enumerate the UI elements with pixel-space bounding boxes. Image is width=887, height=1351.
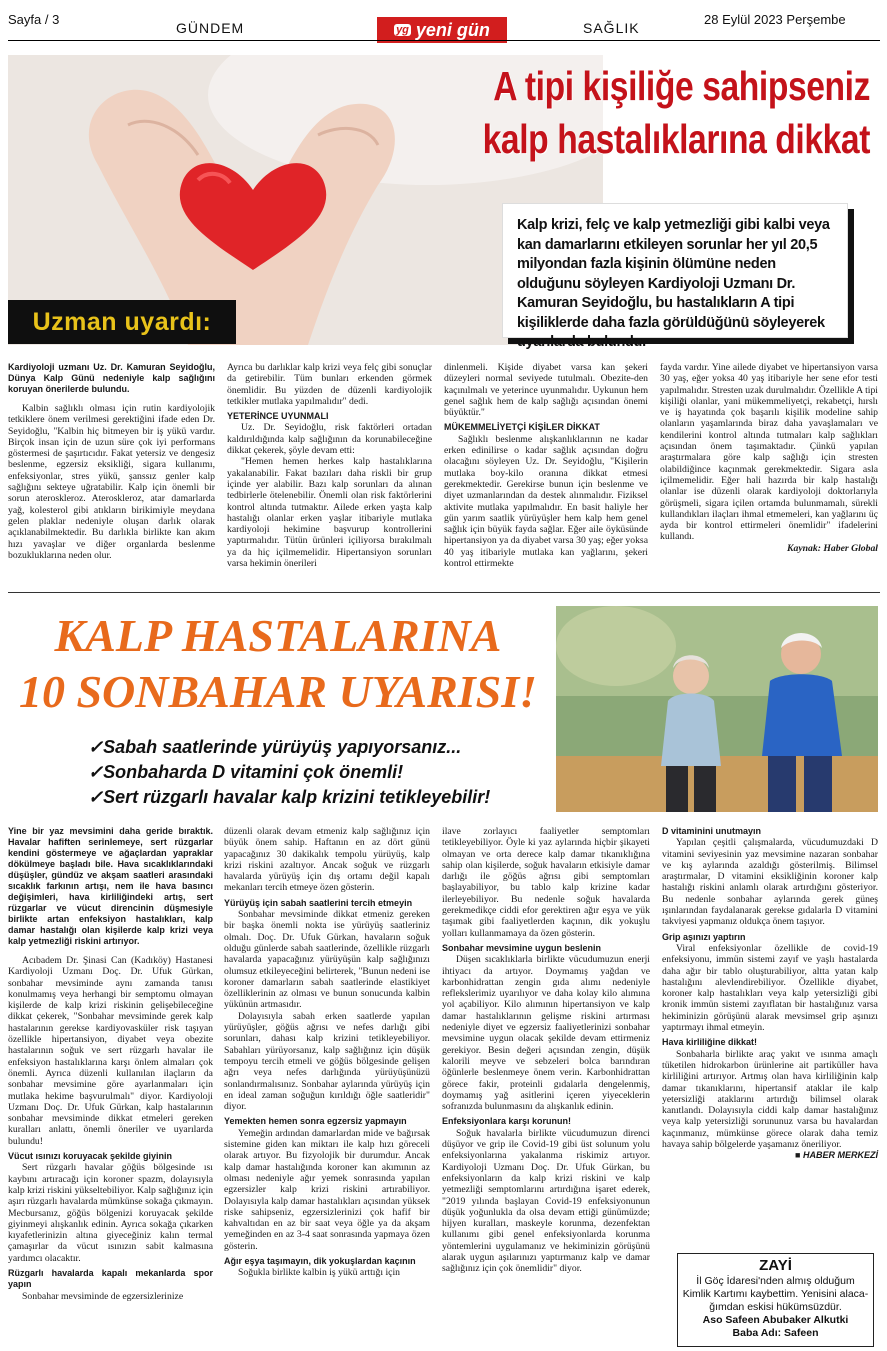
article2-subhead: Yemekten hemen sonra egzersiz yapmayın	[224, 1116, 407, 1127]
zayi-line: ğımdan eskisi hükümsüzdür.	[709, 1301, 842, 1313]
article2-paragraph: ilave zorlayıcı faaliyetler semptomları tetikleyebiliyor. Öyle ki yaz aylarında hiçbir şikayeti olmayan ve orta derece kalp damar tıkanıklığına sahip olan kişilerde, soğuk havaların etkisiyle damar darlığı ile göğüs ağrısı gibi semptomları başlayabiliyor, bu tablo kalp krizine kadar ilerleyebiliyor. Bu nedenle soğuk havalarda gerekmedikçe ciddi efor gerektiren ağır eşya ve yük taşımak gibi faaliyetlerden kaçının, dik yokuşlu yolları kullanmamaya da özen gösterin.	[442, 826, 650, 939]
zayi-line: Kimlik Kartımı kaybettim. Yenisini alaca-	[682, 1288, 869, 1300]
bullet-item: ✓Sert rüzgarlı havalar kalp krizini tetikleyebilir!	[88, 787, 491, 807]
zayi-name: Aso Safeen Abubaker Alkutki	[702, 1314, 849, 1326]
article2-paragraph: Yemeğin ardından damarlardan mide ve bağırsak sistemine giden kan miktarı ile kalp hızı göreceli olarak artıyor. Bu fizyolojik bir durumdur. Ancak kalp damar hastalığında koroner kan akımının az olması nedeniyle ağır yemek sonrasında yapılan egzersizler kalp krizi riskini artırabiliyor. Dolayısıyla kalp damar hastalıkları açısından yüksek riske sahipseniz, egzersizlerinizi çok hafif bir kahvaltıdan en az bir saat veya öğle ya da akşam yemeğinden en az 3-4 saat sonrasında yapmaya özen gösterin.	[224, 1127, 430, 1252]
article2-paragraph: Soğuk havalarla birlikte vücudumuzun direnci düşüyor ve grip ile Covid-19 gibi üst solunum yolu enfeksiyonlarına yakalanma riskimiz artıyor. Kardiyoloji Uzmanı Doç. Dr. Ufuk Gürkan, bu enfeksiyonların da kalp krizi riskini ve kalp yetmezliği semptomlarını artırdığına işaret ederek, "2019 yılında başlayan Covid-19 enfeksiyonunun düşük yoğunlukla da olsa devam ettiği günümüzde; hijyen kuralları, maskeyle korunma, dezenfektan kullanımı gibi genel enfeksiyonlarda korunma yöntemlerini uygulamanız ve hekiminizin görüşünü alarak uygun aşılarınızı yaptırmanız kalp ve damar sağlığınız için çok önemlidir" diyor.	[442, 1127, 650, 1275]
article2-subhead: Grip aşınızı yaptırın	[662, 931, 746, 942]
article2-subhead: Rüzgarlı havalarda kapalı mekanlarda spor yapın	[8, 1268, 213, 1290]
article1-paragraph: Uz. Dr. Seyidoğlu, risk faktörleri ortadan kaldırıldığında kalp sağlığının da korunabileceğine dikkat çekerek, şöyle devam etti:	[227, 422, 432, 457]
article2-source: ■ HABER MERKEZİ	[795, 1150, 878, 1161]
article2-paragraph: Sonbaharla birlikte araç yakıt ve ısınma amaçlı tüketilen hidrokarbon ürünlerine ait partiküller hava kirliliğini artırıyor. Artmış olan hava kirliliğinin kalp damar tıkanıklarını, hipertansif ataklar ile kalp yetersizliği ataklarını artırdığı bilimsel olarak kanıtlandı. Dolayısıyla ciddi kalp damar hastalığınız veya kalp yetersizliği sorununuz varsa bu havalardan kaçınmanız, mümkünse görece olarak daha temiz havaya sahip bölgelerde yaşamanız öneriliyor.	[662, 1048, 878, 1151]
bullet-item: ✓Sabah saatlerinde yürüyüş yapıyorsanız...	[88, 737, 462, 757]
article2-paragraph: Düşen sıcaklıklarla birlikte vücudumuzun enerji ihtiyacı da artıyor. Doymamış yağdan ve karbonhidrattan zengin gıda alımı nedeniyle reflekslerimiz uyarılıyor ve daha kolay kilo alımına yol açabiliyor. Kilo alımının hipertansiyon ve kalp damar hastalıklarının gelişme riskini artırması nedeniyle diyet ve egzersiz faaliyetlerinizi sonbahar mevsimine uygun olacak şekilde devam ettirmeniz gerekiyor. Besin değeri açısından zengin, düşük kalorili meyve ve sebzeleri bolca barındıran öğünlerle beslenmeye önem verin. Karbonhidrattan görece fakir, proteinli gıdalarla dengelenmiş, doymamış yağ asitlerini içeren yiyeceklerin sofranızda bulunmasını da alışkanlık edinin.	[442, 954, 650, 1113]
article2-column-1	[8, 826, 213, 1302]
article2-subhead: Vücut ısınızı koruyacak şekilde giyinin	[8, 1151, 173, 1162]
article2-column-4	[662, 826, 878, 1162]
article2-headline-line2: 10 SONBAHAR UYARISI!	[18, 666, 538, 717]
article2-bullet-list	[88, 735, 490, 810]
article1-paragraph: Ayrıca bu darlıklar kalp krizi veya felç gibi sonuçlar da getirebilir. Tüm bunları erkenden görmek önemlidir. Bu yüzden de düzenli kardiyolojik tetkikler mutlaka yapılmalıdır" dedi.	[227, 362, 432, 407]
article1-headline-line2: kalp hastalıklarına dikkat	[482, 116, 870, 162]
bullet-item: ✓Sonbaharda D vitamini çok önemli!	[88, 762, 404, 782]
page-number: Sayfa / 3	[8, 12, 60, 27]
kicker-uzman-uyardi: Uzman uyardı:	[8, 300, 236, 344]
zayi-notice	[677, 1253, 874, 1347]
zayi-father: Baba Adı: Safeen	[732, 1327, 819, 1339]
article1-intro: Kardiyoloji uzmanı Uz. Dr. Kamuran Seyidoğlu, Dünya Kalp Günü nedeniyle kalp sağlığını koruyan önerilerde bulundu.	[8, 362, 215, 394]
article1-column-3	[444, 362, 648, 569]
article2-headline-line1: KALP HASTALARINA	[54, 610, 502, 661]
article2-subhead: Ağır eşya taşımayın, dik yokuşlardan kaçının	[224, 1255, 416, 1266]
article2-subhead: Yürüyüş için sabah saatlerini tercih etmeyin	[224, 897, 413, 908]
article2-subhead: D vitaminini unutmayın	[662, 826, 762, 836]
article2-paragraph: Yapılan çeşitli çalışmalarda, vücudumuzdaki D vitamini seviyesinin yaz mevsimine nazaran sonbahar ve kış aylarında azaldığı gösterilmiş. Bilimsel araştırmalar, D vitamini eksikliğinin koroner kalp hastalığı riskini anlamlı olarak artırdığını gösteriyor. Bu nedenle sonbahar aylarında gerek güneş ışınlarından faydalanarak gerekse gıdalarla D vitamini takviyesi yapmanız oldukça önem taşıyor.	[662, 837, 878, 928]
logo-badge: yg	[396, 24, 409, 36]
article1-column-2	[227, 362, 432, 569]
article2-subhead: Sonbahar mevsimine uygun beslenin	[442, 942, 602, 953]
article1-column-1	[8, 362, 215, 561]
article1-paragraph: "Hemen hemen herkes kalp hastalıklarına yakalanabilir. Fakat bazıları daha riskli bir grup içinde yer alabilir. Bazı kalp sorunları da alınan tedbirlerle ötelenebilir. Önemli olan risk faktörlerini kontrol altında tutmaktır. Ailede erken yaşta kalp hastalığı olanlar erken yaşlar itibariyle mutlaka kardiyoloji hekimine başvurup kontrollerini yaptırmalıdır. Tütün ürünleri içiliyorsa bırakılmalı ya da hiç içilmemelidir. Hipertansiyon sorunları varsa hekimin önerileri	[227, 456, 432, 570]
article2-column-2	[224, 826, 430, 1279]
article2-paragraph: Acıbadem Dr. Şinasi Can (Kadıköy) Hastanesi Kardiyoloji Uzmanı Doç. Dr. Ufuk Gürkan, sonbahar mevsiminde aynı zamanda tanısı konulmamış veya herhangi bir semptomu olmayan kişilerde de kalp krizi riskinin gelişebileceğine dikkat çekerek, "Sonbahar mevsiminde gerek kalp hastalarının gerekse kardiyovasküler risk taşıyan özellikle hipertansiyon, diyabet veya obezite hastalarının soğuk ve sert rüzgarlı havalar ile enfeksiyon hastalıklarına karşı önlem almaları çok önemli. Ayrıca düzenli kullanılan ilaçların da sonbahar mevsimine göre ayarlanmaları için mutlaka hekime başvurulmalı" diyor. Kardiyoloji Uzmanı Doç. Dr. Ufuk Gürkan, kalp hastalarının sonbahar mevsiminde dikkat etmeleri gereken kuralları anlattı, önemli öneriler ve uyarılarda bulundu!	[8, 955, 213, 1147]
article1-column-4	[660, 362, 878, 554]
article2-intro: Yine bir yaz mevsimini daha geride bıraktık. Havalar hafiften serinlemeye, sert rüzgarlar kendini göstermeye ve ağaçlardan yapraklar dökülmeye başladı bile. Hava sıcaklıklarındaki düşüşler, gündüz ve akşam saatleri arasındaki sıcaklık farkının artışı, nem ile hava basıncı değişimleri, hava kirliliğindeki artış, sert rüzgarlar ve vücut direncinin düşmesiyle birlikte artan enfeksiyon hastalıkları, kalp damar hastalığı olan kişilerde kalp krizi veya kalp yetmezliği riskini artırıyor.	[8, 826, 213, 946]
photo-elderly-couple-running	[556, 606, 878, 812]
article1-subhead: MÜKEMMELİYETÇİ KİŞİLER DİKKAT	[444, 422, 600, 433]
article1-headline-line1: A tipi kişiliğe sahipseniz	[493, 63, 870, 109]
article1-headline	[427, 60, 870, 166]
article1-paragraph: Sağlıklı beslenme alışkanlıklarının ne kadar erken edinilirse o kadar sağlık açısından doğru olacağını söyleyen Uz. Dr. Seyidoğlu, "Kişilerin mutlaka boy-kilo oranına dikkat etmesi gerekmektedir. Gerekirse bunun için beslenme ve diyet uzmanlarından da destek alınmalıdır. Fiziksel aktivite mutlaka yapılmalıdır. En basit haliyle her gün yarım saatlik yürüyüşler hem kalp hem genel sağlık için büyük fayda sağlar. Eğer aile öyküsünde hipertansiyon ya da diyabet varsa 30 yaş; eğer yoksa 40 yaş itibariyle mutlaka kan yağlarını, şekeri kontrol ettirmekte	[444, 433, 648, 570]
article2-paragraph: Sert rüzgarlı havalar göğüs bölgesinde ısı kaybını artıracağı için koroner spazm, dolayısıyla kalp krizi riskini yükseltebiliyor. Kalp sağlığınız için aşırı rüzgarlı havalarda mümkünse sokağa çıkmayın. Mecbursanız, göğüs bölgenizi koruyacak şekilde giyinmeyi alışkanlık edinin. Ayrıca sokağa çıkarken kıyafetlerinizin altına giyeceğiniz kalın termal çamaşırlar da vücut ısınızın sabit kalmasına yardımcı olacaktır.	[8, 1162, 213, 1264]
article1-paragraph: fayda vardır. Yine ailede diyabet ve hipertansiyon varsa 30 yaş, eğer yoksa 40 yaş itibariyle her sene efor testi yapılmalıdır. Stresten uzak durulmalıdır. Özellikle A tipi kişiliği olanlar, yani mükemmeliyetçi, rekabetçi, hırslı ve iş hayatında çok başarılı kişilik modeline sahip olanların yaşamlarında biraz daha yavaşlamaları ve kendilerini kontrol altında tutmaları kalp sağlıkları açısından önem taşımaktadır. Çünkü yapılan araştırmalara göre kalp sağlığı için stresten olabildiğince kaçınmak gerekmektedir. Sigara asla içilmemelidir. Eğer hali hazırda bir kalp hastalığı olanlar ise düzenli olarak kardiyoloji doktorlarıyla görüşmeli, sigara içilen ortamda bulunmamalı, sürekli kullandıkları ilaçları ihmal etmemeleri, kan yağlarını üç ayda bir kontrol ettirmeleri önemlidir" ifadelerini kullandı.	[660, 362, 878, 543]
section-gundem: GÜNDEM	[176, 20, 245, 36]
article2-subhead: Hava kirliliğine dikkat!	[662, 1037, 758, 1048]
article2-paragraph: Dolayısıyla sabah erken saatlerde yapılan yürüyüşler, göğüs ağrısı ve nefes darlığı gibi sorunları, dahası kalp krizini tetikleyebiliyor. Sabahları yürüyorsanız, kalp sağlığınız için düşük tempoyu tercih etmeli ve göğüs bölgesinde gelişen ağrı veya nefes darlığında yürüyüşünüzü sonlandırmalısınız. Sonbahar aylarında yürüyüş için en ideal zaman soğuğun kırıldığı öğle saatleridir" diyor.	[224, 1010, 430, 1113]
article1-subhead: YETERİNCE UYUNMALI	[227, 411, 329, 422]
article-separator	[8, 592, 880, 593]
article2-headline	[8, 608, 548, 720]
article2-paragraph: Viral enfeksiyonlar özellikle de covid-19 enfeksiyonu, immün sistemi zayıf ve yaşlı hastalarda daha ağır bir tablo oluşturabiliyor, altta yatan kalp hastalığını alevlendirebiliyor. Özellikle diyabet, koroner kalp hastalıkları veya kalp yetersizliği gibi kronik immün sistemi zayıflatan bir hastalığınız varsa hekiminizin görüşünü alarak mevsimsel grip aşınızı yaptırmayı ihmal etmeyin.	[662, 942, 878, 1034]
article1-source: Kaynak: Haber Global	[787, 542, 878, 554]
article2-column-3	[442, 826, 650, 1275]
logo-name: yeni gün	[415, 19, 490, 40]
issue-date: 28 Eylül 2023 Perşembe	[704, 12, 846, 27]
section-saglik: SAĞLIK	[583, 20, 640, 36]
article1-lead-box: Kalp krizi, felç ve kalp yetmezliği gibi kalbi veya kan damarlarını etkileyen sorunlar her yıl 20,5 milyondan fazla kişinin ölümüne neden olduğunu söyleyen Kardiyoloji Uzmanı Dr. Kamuran Seyidoğlu, bu hastalıkların A tipi kişiliklerde daha fazla görüldüğünü söyleyerek uyarılarda bulundu.	[502, 203, 848, 338]
zayi-title: ZAYİ	[759, 1257, 792, 1274]
article1-paragraph: Kalbin sağlıklı olması için rutin kardiyolojik tetkiklere önem verilmesi gerektiğini ifade eden Dr. Seyidoğlu, "Kalbin hiç bitmeyen bir iş yükü vardır. Birçok insan için de uzun süre çok iyi performans göstermesi de şaşırtıcıdır. Fakat yetersiz ve dengesiz beslenme, egzersiz eksikliği, sigara kullanımı, enfeksiyonlar, stres yükü, şanssız genler kalp sağlığını sekteye uğratabilir. Kalp için önemli bir sorun ateroskleroz. Ateroskleroz, atar damarlarda yağ, kolesterol gibi atıkların birikimiyle meydana gelen plaklar nedeniyle oluşan darlık olarak açıklanabilmektedir. Bu darlıkla birlikte kan akım hızı yavaşlar ve diğer organlarda beslenme bozukluklarına neden olur.	[8, 403, 215, 561]
article2-paragraph: Sonbahar mevsiminde de egzersizlerinize	[22, 1290, 184, 1302]
couple-running-illustration	[556, 606, 878, 812]
zayi-line: İl Göç İdaresi'nden almış olduğum	[696, 1275, 855, 1287]
article2-paragraph: Soğukla birlikte kalbin iş yükü arttığı için	[238, 1267, 400, 1279]
article2-paragraph: Sonbahar mevsiminde dikkat etmeniz gereken bir başka önemli nokta ise yürüyüş saatleriniz olmalı. Doç. Dr. Ufuk Gürkan, havaların soğuk olduğu günlerde sabah saatlerinde, özellikle rüzgarlı havalarda yapacağınız yürüyüşün kalp sağlığınızı olumsuz etkileyeceğini belirterek, "Bunun nedeni ise koroner damarların sabah saatlerinde elastikiyet özelliklerinin az olması ve bunun sonucunda kalbin yükünün artmasıdır.	[224, 909, 430, 1011]
article1-paragraph: dinlenmeli. Kişide diyabet varsa kan şekeri düzeyleri normal seviyede tutulmalı. Obezite-den kaçınılmalı ve yeterince uyunmalıdır. Uykunun hem genel sağlık hem de kalp sağlığı açısından önemi büyüktür."	[444, 362, 648, 419]
header-rule	[8, 40, 880, 41]
article2-paragraph: düzenli olarak devam etmeniz kalp sağlığınız için büyük önem sahip. Haftanın en az dört günü yapacağınız 30 dakikalık tempolu yürüyüş, kalp krizi riskini azaltıyor. Ancak soğuk ve rüzgarlı havalarda yürüyüş için dış ortamı değil kapalı mekanları tercih etmeye özen gösterin.	[224, 826, 430, 894]
article2-subhead: Enfeksiyonlara karşı korunun!	[442, 1116, 572, 1127]
